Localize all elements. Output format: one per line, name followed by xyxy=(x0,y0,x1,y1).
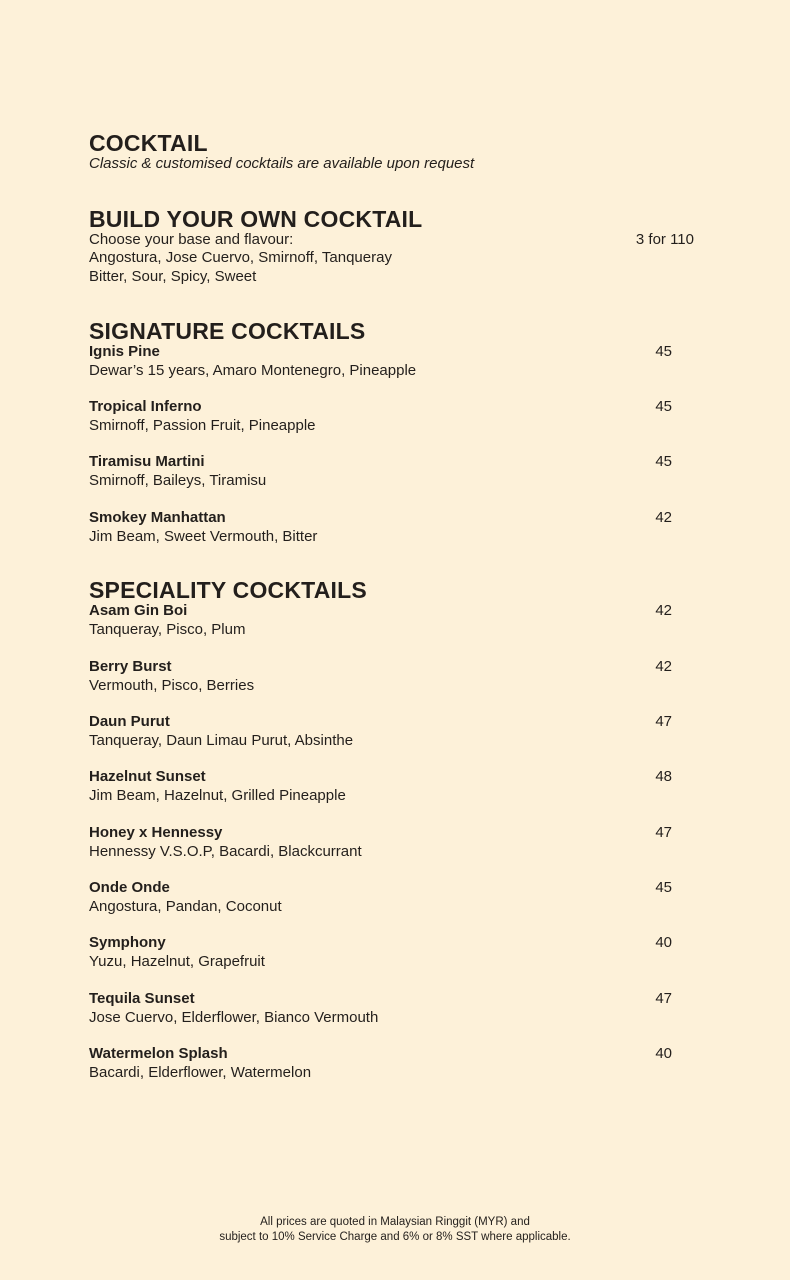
build-your-own-flavours: Bitter, Sour, Spicy, Sweet xyxy=(89,268,257,285)
item-price: 45 xyxy=(655,343,672,360)
item-price: 45 xyxy=(655,453,672,470)
menu-item xyxy=(89,768,689,808)
item-description: Angostura, Pandan, Coconut xyxy=(89,898,282,915)
item-description: Smirnoff, Passion Fruit, Pineapple xyxy=(89,417,316,434)
item-price: 47 xyxy=(655,713,672,730)
item-description: Jose Cuervo, Elderflower, Bianco Vermouth xyxy=(89,1009,379,1026)
menu-item xyxy=(89,602,689,642)
item-price: 42 xyxy=(655,509,672,526)
menu-item xyxy=(89,824,689,864)
item-description: Tanqueray, Pisco, Plum xyxy=(89,621,246,638)
menu-item xyxy=(89,398,689,438)
menu-item xyxy=(89,879,689,919)
menu-item xyxy=(89,1045,689,1085)
item-description: Yuzu, Hazelnut, Grapefruit xyxy=(89,953,265,970)
item-description: Tanqueray, Daun Limau Purut, Absinthe xyxy=(89,732,354,749)
build-your-own-heading: BUILD YOUR OWN COCKTAIL xyxy=(89,206,423,232)
menu-item xyxy=(89,713,689,753)
item-name: Tequila Sunset xyxy=(89,990,195,1007)
item-price: 47 xyxy=(655,824,672,841)
menu-item xyxy=(89,658,689,698)
item-name: Ignis Pine xyxy=(89,343,160,360)
footer-line-1: All prices are quoted in Malaysian Ringgit (MYR) and xyxy=(260,1216,530,1228)
item-price: 45 xyxy=(655,398,672,415)
item-description: Smirnoff, Baileys, Tiramisu xyxy=(89,472,267,489)
item-name: Tropical Inferno xyxy=(89,398,202,415)
item-price: 48 xyxy=(655,768,672,785)
speciality-heading: SPECIALITY COCKTAILS xyxy=(89,577,367,603)
signature-heading: SIGNATURE COCKTAILS xyxy=(89,318,366,344)
menu-item xyxy=(89,509,689,549)
item-description: Dewar’s 15 years, Amaro Montenegro, Pineapple xyxy=(89,362,417,379)
item-name: Asam Gin Boi xyxy=(89,602,188,619)
item-price: 42 xyxy=(655,602,672,619)
menu-item xyxy=(89,990,689,1030)
item-name: Symphony xyxy=(89,934,166,951)
item-description: Jim Beam, Sweet Vermouth, Bitter xyxy=(89,528,318,545)
build-your-own-instruction: Choose your base and flavour: xyxy=(89,231,294,248)
cocktail-subtitle: Classic & customised cocktails are available upon request xyxy=(89,155,475,172)
item-name: Daun Purut xyxy=(89,713,170,730)
menu-item xyxy=(89,934,689,974)
build-your-own-price: 3 for 110 xyxy=(635,231,694,248)
item-price: 45 xyxy=(655,879,672,896)
item-description: Hennessy V.S.O.P, Bacardi, Blackcurrant xyxy=(89,843,362,860)
item-description: Vermouth, Pisco, Berries xyxy=(89,677,255,694)
item-price: 40 xyxy=(655,934,672,951)
item-name: Berry Burst xyxy=(89,658,172,675)
item-description: Jim Beam, Hazelnut, Grilled Pineapple xyxy=(89,787,346,804)
item-price: 47 xyxy=(655,990,672,1007)
item-price: 40 xyxy=(655,1045,672,1062)
footer-note xyxy=(0,1215,790,1245)
item-name: Onde Onde xyxy=(89,879,170,896)
build-your-own-bases: Angostura, Jose Cuervo, Smirnoff, Tanqueray xyxy=(89,249,392,266)
item-name: Watermelon Splash xyxy=(89,1045,228,1062)
cocktail-heading: COCKTAIL xyxy=(89,130,208,156)
item-name: Tiramisu Martini xyxy=(89,453,205,470)
item-name: Honey x Hennessy xyxy=(89,824,223,841)
menu-item xyxy=(89,453,689,493)
item-description: Bacardi, Elderflower, Watermelon xyxy=(89,1064,312,1081)
menu-item xyxy=(89,343,689,383)
item-name: Smokey Manhattan xyxy=(89,509,226,526)
item-price: 42 xyxy=(655,658,672,675)
item-name: Hazelnut Sunset xyxy=(89,768,206,785)
footer-line-2: subject to 10% Service Charge and 6% or 8% SST where applicable. xyxy=(219,1231,571,1243)
